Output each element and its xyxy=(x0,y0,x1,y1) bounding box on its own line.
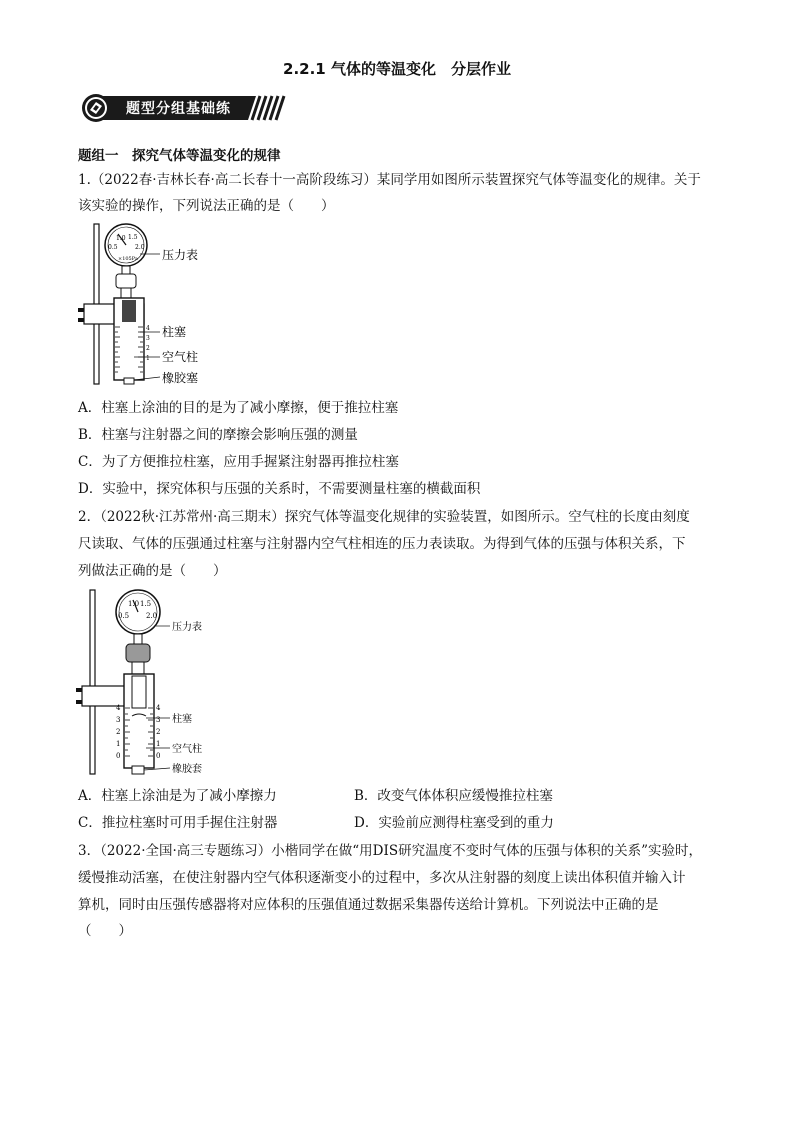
label-plunger: 柱塞 xyxy=(162,325,187,339)
q3-stem-line2: 缓慢推动活塞，在使注射器内空气体积逐渐变小的过程中，多次从注射器的刻度上读出体积值并输入计 xyxy=(78,870,686,886)
scale-number: 2 xyxy=(146,345,150,352)
q2-option-a: A．柱塞上涂油是为了减小摩擦力 xyxy=(78,788,277,804)
scale-number: 3 xyxy=(116,716,121,724)
q1-option-b: B．柱塞与注射器之间的摩擦会影响压强的测量 xyxy=(78,427,358,443)
syringe-apparatus-diagram xyxy=(78,222,238,387)
q2-option-b: B．改变气体体积应缓慢推拉柱塞 xyxy=(354,788,553,804)
label-air-column: 空气柱 xyxy=(172,744,202,755)
label-pressure-gauge: 压力表 xyxy=(172,622,202,633)
label-air-column: 空气柱 xyxy=(162,350,199,364)
scale-number: 0 xyxy=(116,752,121,760)
group-heading: 题组一 探究气体等温变化的规律 xyxy=(78,148,281,164)
scale-number: 0 xyxy=(156,752,161,760)
gauge-number: 2.0 xyxy=(135,244,145,251)
page-title: 2.2.1 气体的等温变化 分层作业 xyxy=(283,60,511,78)
scale-number: 3 xyxy=(146,335,150,342)
scale-number: 1 xyxy=(156,740,161,748)
q1-stem-line2: 该实验的操作，下列说法正确的是（ ） xyxy=(78,198,335,214)
q1-stem-line1: 1.（2022春·吉林长春·高二长春十一高阶段练习）某同学用如图所示装置探究气体等温变化的规律。关于 xyxy=(78,172,701,188)
q3-stem-line1: 3．（2022·全国·高三专题练习）小楷同学在做“用DIS研究温度不变时气体的压强与体积的关系”实验时， xyxy=(78,843,702,859)
section-banner xyxy=(78,94,288,122)
q2-stem-line1: 2．（2022秋·江苏常州·高三期末）探究气体等温变化规律的实验装置，如图所示。空气柱的长度由刻度 xyxy=(78,509,690,525)
q3-stem-line3: 算机，同时由压强传感器将对应体积的压强值通过数据采集器传送给计算机。下列说法中正确的是 xyxy=(78,897,659,913)
scale-number: 2 xyxy=(156,728,161,736)
scale-number: 4 xyxy=(156,704,161,712)
scale-number: 2 xyxy=(116,728,121,736)
q2-figure xyxy=(76,588,236,780)
gauge-number: 1.5 xyxy=(140,600,152,608)
q2-stem-line2: 尺读取、气体的压强通过柱塞与注射器内空气柱相连的压力表读取。为得到气体的压强与体积关系，下 xyxy=(78,536,686,552)
q2-option-d: D．实验前应测得柱塞受到的重力 xyxy=(354,815,554,831)
gauge-number: 1.0 xyxy=(128,600,140,608)
q1-option-d: D．实验中，探究体积与压强的关系时，不需要测量柱塞的横截面积 xyxy=(78,481,481,497)
label-plunger: 柱塞 xyxy=(172,714,192,725)
scale-number: 4 xyxy=(116,704,121,712)
gauge-number: 1.0 xyxy=(116,235,126,242)
gauge-number: 0.5 xyxy=(118,612,130,620)
banner-label: 题型分组基础练 xyxy=(126,101,231,117)
q2-stem-line3: 列做法正确的是（ ） xyxy=(78,563,227,579)
q1-option-a: A．柱塞上涂油的目的是为了减小摩擦，便于推拉柱塞 xyxy=(78,400,399,416)
scale-number: 1 xyxy=(146,355,150,362)
gauge-unit: ×105Pa xyxy=(118,256,138,262)
gauge-number: 0.5 xyxy=(108,244,118,251)
q2-option-c: C．推拉柱塞时可用手握住注射器 xyxy=(78,815,278,831)
syringe-apparatus-diagram-2 xyxy=(76,588,236,776)
q1-option-c: C．为了方便推拉柱塞，应用手握紧注射器再推拉柱塞 xyxy=(78,454,399,470)
scale-number: 1 xyxy=(116,740,121,748)
q3-stem-line4: （ ） xyxy=(78,923,132,939)
gauge-number: 2.0 xyxy=(146,612,158,620)
scale-number: 3 xyxy=(156,716,161,724)
gauge-number: 1.5 xyxy=(128,234,138,241)
q1-figure xyxy=(78,222,238,391)
label-pressure-gauge: 压力表 xyxy=(162,248,199,262)
scale-number: 4 xyxy=(146,325,150,332)
label-rubber-stopper: 橡胶塞 xyxy=(162,371,199,385)
label-rubber-sleeve: 橡胶套 xyxy=(172,764,202,775)
